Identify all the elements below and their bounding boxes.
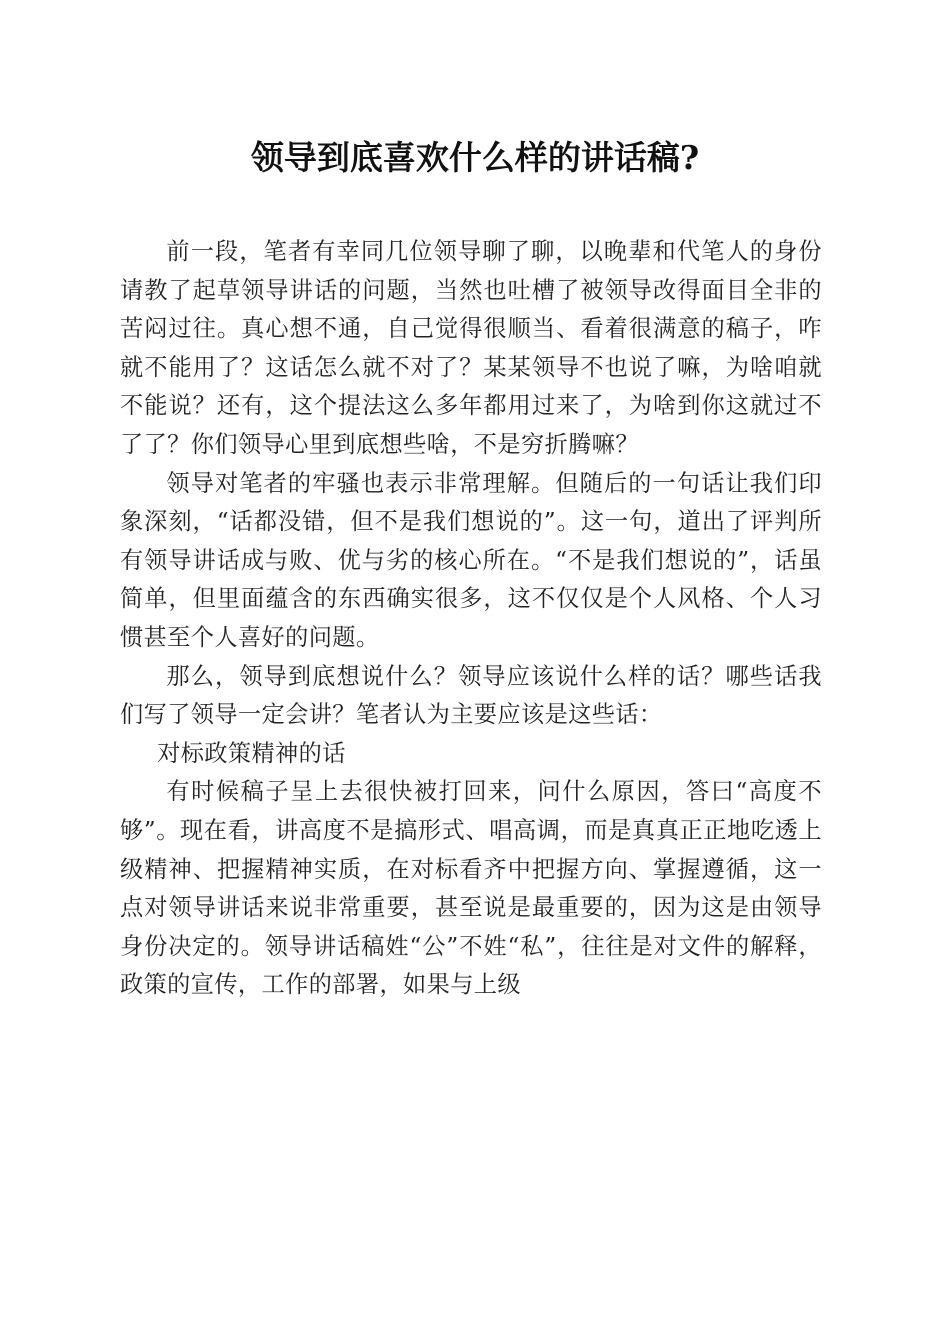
paragraph-question: 那么，领导到底想说什么？领导应该说什么样的话？哪些话我们写了领导一定会讲？笔者认为主要应该是这些话： bbox=[120, 662, 822, 729]
paragraph-leader-response: 领导对笔者的牢骚也表示非常理解。但随后的一句话让我们印象深刻，“话都没错，但不是我们想说的”。这一句，道出了评判所有领导讲话成与败、优与劣的核心所在。“不是我们想说的”，话虽简单，但里面蕴含的东西确实很多，这不仅仅是个人风格、个人习惯甚至个人喜好的问题。 bbox=[120, 469, 822, 651]
page-title: 领导到底喜欢什么样的讲话稿? bbox=[250, 138, 700, 177]
document-body bbox=[120, 233, 822, 1005]
paragraph-policy: 有时候稿子呈上去很快被打回来，问什么原因，答曰“高度不够”。现在看，讲高度不是搞形式、唱高调，而是真真正正地吃透上级精神、把握精神实质，在对标看齐中把握方向、掌握遵循，这一点对领导讲话来说非常重要，甚至说是最重要的，因为这是由领导身份决定的。领导讲话稿姓“公”不姓“私”，往往是对文件的解释，政策的宣传，工作的部署，如果与上级 bbox=[120, 778, 822, 999]
section-subheading: 对标政策精神的话 bbox=[157, 739, 346, 767]
paragraph-intro: 前一段，笔者有幸同几位领导聊了聊，以晚辈和代笔人的身份请教了起草领导讲话的问题，当然也吐槽了被领导改得面目全非的苦闷过往。真心想不通，自己觉得很顺当、看着很满意的稿子，咋就不能用了？这话怎么就不对了？某某领导不也说了嘛，为啥咱就不能说？还有，这个提法这么多年都用过来了，为啥到你这就过不了了？你们领导心里到底想些啥，不是穷折腾嘛？ bbox=[120, 238, 822, 458]
